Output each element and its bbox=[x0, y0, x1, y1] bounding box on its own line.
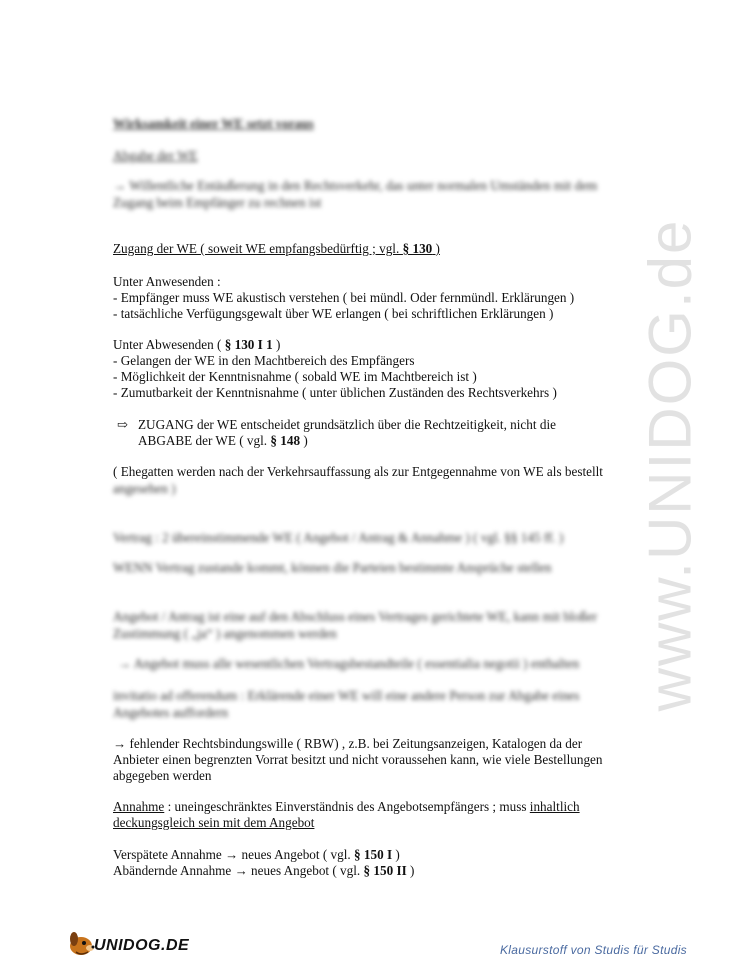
abwesenden-ref: § 130 I 1 bbox=[224, 337, 273, 352]
annahme-underlined: inhaltlich bbox=[529, 799, 580, 814]
verspaetet-suffix: ) bbox=[392, 847, 400, 862]
abwesenden-label bbox=[113, 337, 280, 353]
verspaetet-text: Verspätete Annahme → neues Angebot ( vgl. bbox=[113, 847, 354, 862]
blurred-text-line: → Willentliche Entäußerung in den Rechtsverkehr, das unter normalen Umständen mit dem bbox=[113, 178, 598, 193]
anwesenden-label: Unter Anwesenden : bbox=[113, 274, 221, 289]
zugang-heading-ref: § 130 bbox=[402, 241, 433, 256]
blurred-text-line: Zugang beim Empfänger zu rechnen ist bbox=[113, 195, 322, 210]
verspaetet-ref: § 150 I bbox=[353, 847, 393, 862]
zugang-heading bbox=[113, 241, 440, 257]
abwesenden-item: - Möglichkeit der Kenntnisnahme ( sobald WE im Machtbereich ist ) bbox=[113, 369, 477, 384]
blurred-text-line: Zustimmung ( „ja“ ) angenommen werden bbox=[113, 626, 337, 641]
blurred-subheading: Abgabe der WE bbox=[113, 148, 198, 163]
ehegatten-line: ( Ehegatten werden nach der Verkehrsauffassung als zur Entgegennahme von WE als bestellt bbox=[113, 464, 603, 479]
abaendernd-text: Abändernde Annahme → neues Angebot ( vgl. bbox=[113, 863, 364, 878]
watermark bbox=[636, 218, 704, 712]
rbw-line: abgegeben werden bbox=[113, 768, 212, 783]
note-text: ABGABE der WE ( vgl. bbox=[138, 433, 271, 448]
annahme-line bbox=[113, 799, 580, 815]
blurred-heading: Wirksamkeit einer WE setzt voraus bbox=[113, 116, 314, 131]
abwesenden-suffix: ) bbox=[272, 337, 281, 352]
note-ref: § 148 bbox=[270, 433, 301, 448]
zugang-note-line bbox=[138, 433, 308, 449]
blurred-text-line: → Angebot muss alle wesentlichen Vertragsbestandteile ( essentialia negotii ) enthalten bbox=[118, 656, 580, 671]
blurred-text-line: WENN Vertrag zustande kommt, können die Parteien bestimmte Ansprüche stellen bbox=[113, 560, 552, 575]
zugang-heading-suffix: ) bbox=[432, 241, 440, 256]
zugang-heading-text: Zugang der WE ( soweit WE empfangsbedürftig ; vgl. bbox=[113, 241, 403, 256]
note-suffix: ) bbox=[300, 433, 308, 448]
ehegatten-line-blurred: angesehen ) bbox=[113, 481, 176, 496]
blurred-text-line: Angebot / Antrag ist eine auf den Abschluss eines Vertrages gerichtete WE, kann mit bloßer bbox=[113, 609, 598, 624]
blurred-text-line: Angebotes auffordern bbox=[113, 705, 229, 720]
anwesenden-item: - tatsächliche Verfügungsgewalt über WE erlangen ( bei schriftlichen Erklärungen ) bbox=[113, 306, 554, 321]
verspaetet-line bbox=[113, 847, 400, 863]
annahme-label: Annahme bbox=[113, 799, 165, 814]
watermark-text: www.UNIDOG.de bbox=[636, 218, 704, 712]
rbw-line: → fehlender Rechtsbindungswille ( RBW) , z.B. bei Zeitungsanzeigen, Katalogen da der bbox=[113, 736, 583, 751]
abaendernd-line bbox=[113, 863, 414, 879]
abwesenden-item: - Zumutbarkeit der Kenntnisnahme ( unter üblichen Zuständen des Rechtsverkehrs ) bbox=[113, 385, 557, 400]
dog-icon bbox=[66, 928, 96, 958]
logo-text: UNIDOG.DE bbox=[94, 937, 190, 954]
footer-tagline: Klausurstoff von Studis für Studis bbox=[500, 943, 687, 957]
unidog-logo[interactable] bbox=[66, 928, 190, 960]
blurred-text-line: Vertrag : 2 übereinstimmende WE ( Angebot / Antrag & Annahme ) ( vgl. §§ 145 ff. ) bbox=[113, 530, 564, 545]
rbw-line: Anbieter einen begrenzten Vorrat besitzt und nicht voraussehen kann, wie viele Bestellungen bbox=[113, 752, 603, 767]
abaendernd-suffix: ) bbox=[406, 863, 415, 878]
annahme-line-2: deckungsgleich sein mit dem Angebot bbox=[113, 815, 315, 830]
zugang-note-line: ZUGANG der WE entscheidet grundsätzlich über die Rechtzeitigkeit, nicht die bbox=[138, 417, 556, 432]
blurred-text-line: invitatio ad offerendum : Erklärende einer WE will eine andere Person zur Abgabe eines bbox=[113, 688, 580, 703]
anwesenden-item: - Empfänger muss WE akustisch verstehen ( bei mündl. Oder fernmündl. Erklärungen ) bbox=[113, 290, 575, 305]
abwesenden-item: - Gelangen der WE in den Machtbereich des Empfängers bbox=[113, 353, 415, 368]
annahme-text: : uneingeschränktes Einverständnis des Angebotsempfängers ; muss bbox=[164, 799, 530, 814]
abwesenden-label-text: Unter Abwesenden ( bbox=[113, 337, 225, 352]
hollow-arrow-icon: ⇨ bbox=[117, 417, 128, 432]
abaendernd-ref: § 150 II bbox=[363, 863, 407, 878]
